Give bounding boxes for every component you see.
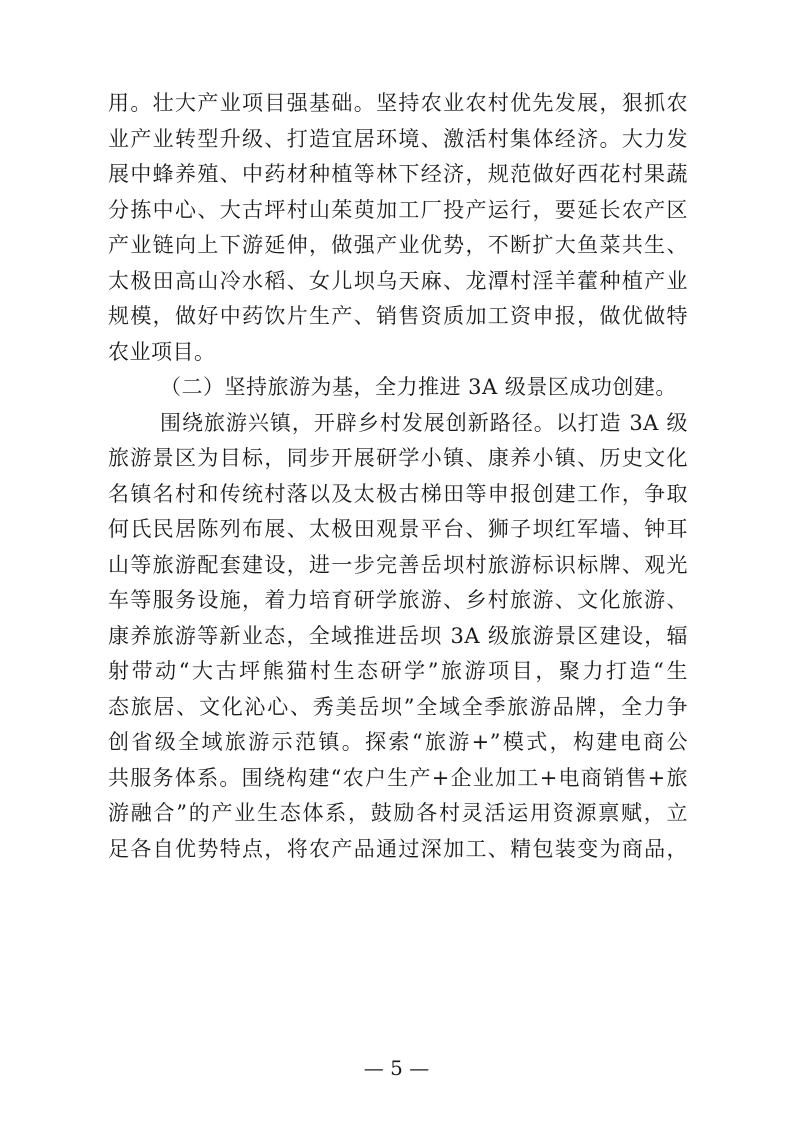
text-line: 围绕旅游兴镇，开辟乡村发展创新路径。以打造 3A 级 bbox=[160, 410, 688, 435]
text-line: 共服务体系。围绕构建“农户生产+企业加工+电商销售+旅 bbox=[108, 765, 688, 790]
page-number: — 5 — bbox=[363, 1056, 430, 1080]
text-line: 山等旅游配套建设，进一步完善岳坝村旅游标识标牌、观光 bbox=[108, 552, 688, 577]
text-line: 旅游景区为目标，同步开展研学小镇、康养小镇、历史文化 bbox=[108, 446, 688, 470]
text-line: 何氏民居陈列布展、太极田观景平台、狮子坝红军墙、钟耳 bbox=[108, 517, 688, 541]
text-line: 业产业转型升级、打造宜居环境、激活村集体经济。大力发 bbox=[108, 126, 688, 151]
text-line: 射带动“大古坪熊猫村生态研学”旅游项目，聚力打造“生 bbox=[108, 659, 688, 683]
text-line: 规模，做好中药饮片生产、销售资质加工资申报，做优做特 bbox=[108, 304, 688, 328]
text-line: 足各自优势特点，将农产品通过深加工、精包装变为商品， bbox=[108, 836, 688, 861]
text-line: 名镇名村和传统村落以及太极古梯田等申报创建工作，争取 bbox=[108, 481, 688, 506]
text-line: 用。壮大产业项目强基础。坚持农业农村优先发展，狠抓农 bbox=[108, 91, 688, 115]
text-line: 太极田高山冷水稻、女儿坝乌天麻、龙潭村淫羊藿种植产业 bbox=[108, 268, 688, 293]
text-line: 产业链向上下游延伸，做强产业优势，不断扩大鱼菜共生、 bbox=[108, 233, 688, 257]
paragraph-continuation bbox=[108, 86, 688, 370]
paragraph-tourism bbox=[108, 406, 688, 868]
text-line: 游融合”的产业生态体系，鼓励各村灵活运用资源禀赋，立 bbox=[108, 801, 688, 825]
text-line: 车等服务设施，着力培育研学旅游、乡村旅游、文化旅游、 bbox=[108, 588, 688, 612]
heading-line: （二）坚持旅游为基，全力推进 3A 级景区成功创建。 bbox=[160, 375, 677, 399]
text-line: 展中蜂养殖、中药材种植等林下经济，规范做好西花村果蔬 bbox=[108, 162, 688, 186]
text-line: 态旅居、文化沁心、秀美岳坝”全域全季旅游品牌，全力争 bbox=[108, 694, 688, 719]
section-heading bbox=[108, 370, 688, 406]
text-line: 农业项目。 bbox=[108, 339, 216, 364]
text-line: 创省级全域旅游示范镇。探索“旅游+”模式，构建电商公 bbox=[108, 730, 688, 754]
body-text bbox=[108, 86, 688, 867]
text-line: 分拣中心、大古坪村山茱萸加工厂投产运行，要延长农产区 bbox=[108, 197, 688, 222]
text-line: 康养旅游等新业态，全域推进岳坝 3A 级旅游景区建设，辐 bbox=[108, 623, 688, 648]
